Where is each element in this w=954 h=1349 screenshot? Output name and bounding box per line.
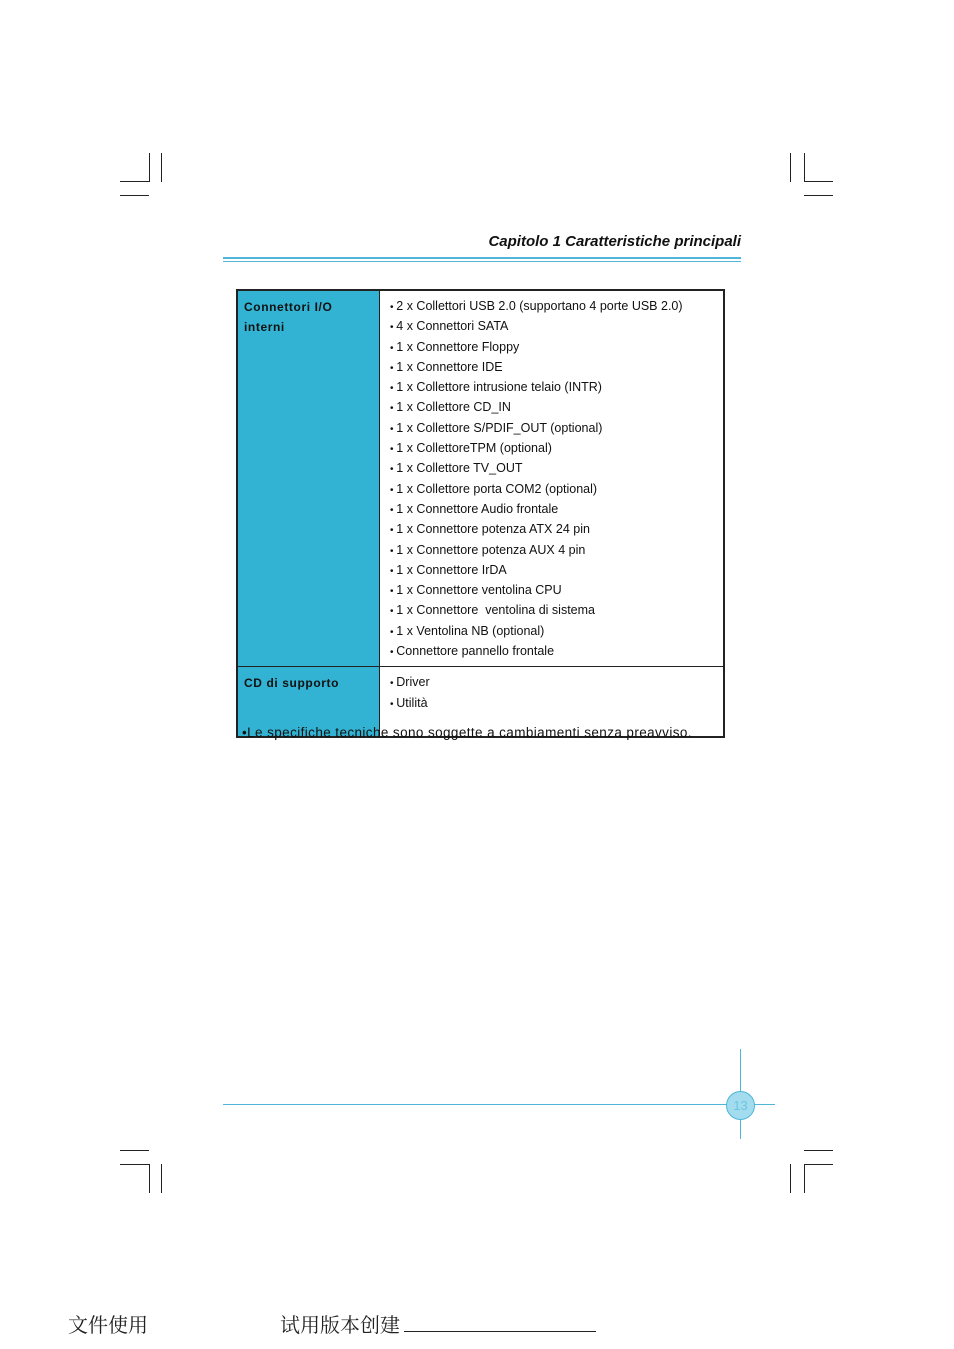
list-item: • 1 x Connettore IDE (390, 358, 719, 378)
table-row (237, 290, 724, 667)
crop-mark (804, 181, 833, 182)
page-number: 13 (733, 1098, 748, 1113)
list-item: • 1 x Connettore potenza AUX 4 pin (390, 541, 719, 561)
watermark-right: 试用版本创建 (280, 1313, 400, 1337)
row-items (380, 290, 725, 667)
page-number-badge (726, 1091, 755, 1120)
header-rule (223, 261, 741, 262)
list-item: • 1 x Collettore intrusione telaio (INTR) (390, 378, 719, 398)
list-item: • 1 x Ventolina NB (optional) (390, 622, 719, 642)
crop-mark (804, 1150, 833, 1151)
footer-vertical-rule (740, 1118, 741, 1139)
crop-mark (804, 1164, 833, 1165)
crop-mark (149, 1164, 150, 1193)
row-label (237, 290, 380, 667)
chapter-title: Capitolo 1 Caratteristiche principali (488, 233, 741, 250)
header-rule (223, 257, 741, 259)
watermark-underline (404, 1331, 596, 1332)
crop-mark (804, 195, 833, 196)
list-item: • 1 x Collettore S/PDIF_OUT (optional) (390, 419, 719, 439)
list-item: • 1 x Collettore TV_OUT (390, 459, 719, 479)
crop-mark (161, 1164, 162, 1193)
list-item: • 1 x Connettore potenza ATX 24 pin (390, 520, 719, 540)
list-item: • 1 x Connettore ventolina di sistema (390, 601, 719, 621)
row-label-line: Connettori I/O (244, 300, 333, 314)
watermark-left: 文件使用 (68, 1313, 148, 1337)
list-item: • Connettore pannello frontale (390, 642, 719, 662)
crop-mark (120, 195, 149, 196)
row-label-line: interni (244, 320, 285, 334)
crop-mark (790, 153, 791, 182)
list-item: • 1 x Connettore IrDA (390, 561, 719, 581)
list-item: • 1 x Connettore ventolina CPU (390, 581, 719, 601)
list-item: • 4 x Connettori SATA (390, 317, 719, 337)
crop-mark (804, 153, 805, 182)
footnote: • Le specifiche tecniche sono soggette a cambiamenti senza preavviso. (242, 725, 692, 740)
crop-mark (161, 153, 162, 182)
footer-rule (223, 1104, 775, 1105)
item-list (390, 673, 719, 714)
crop-mark (790, 1164, 791, 1193)
crop-mark (804, 1164, 805, 1193)
spec-table (236, 289, 725, 738)
list-item: • 2 x Collettori USB 2.0 (supportano 4 porte USB 2.0) (390, 297, 719, 317)
item-list (390, 297, 719, 662)
list-item: • 1 x CollettoreTPM (optional) (390, 439, 719, 459)
list-item: • 1 x Collettore CD_IN (390, 398, 719, 418)
crop-mark (120, 181, 149, 182)
footer-vertical-rule (740, 1049, 741, 1093)
crop-mark (120, 1150, 149, 1151)
list-item: • Utilità (390, 694, 719, 714)
list-item: • 1 x Connettore Audio frontale (390, 500, 719, 520)
crop-mark (149, 153, 150, 182)
list-item: • 1 x Connettore Floppy (390, 338, 719, 358)
row-label-line: CD di supporto (244, 676, 340, 691)
list-item: • Driver (390, 673, 719, 693)
list-item: • 1 x Collettore porta COM2 (optional) (390, 480, 719, 500)
crop-mark (120, 1164, 149, 1165)
